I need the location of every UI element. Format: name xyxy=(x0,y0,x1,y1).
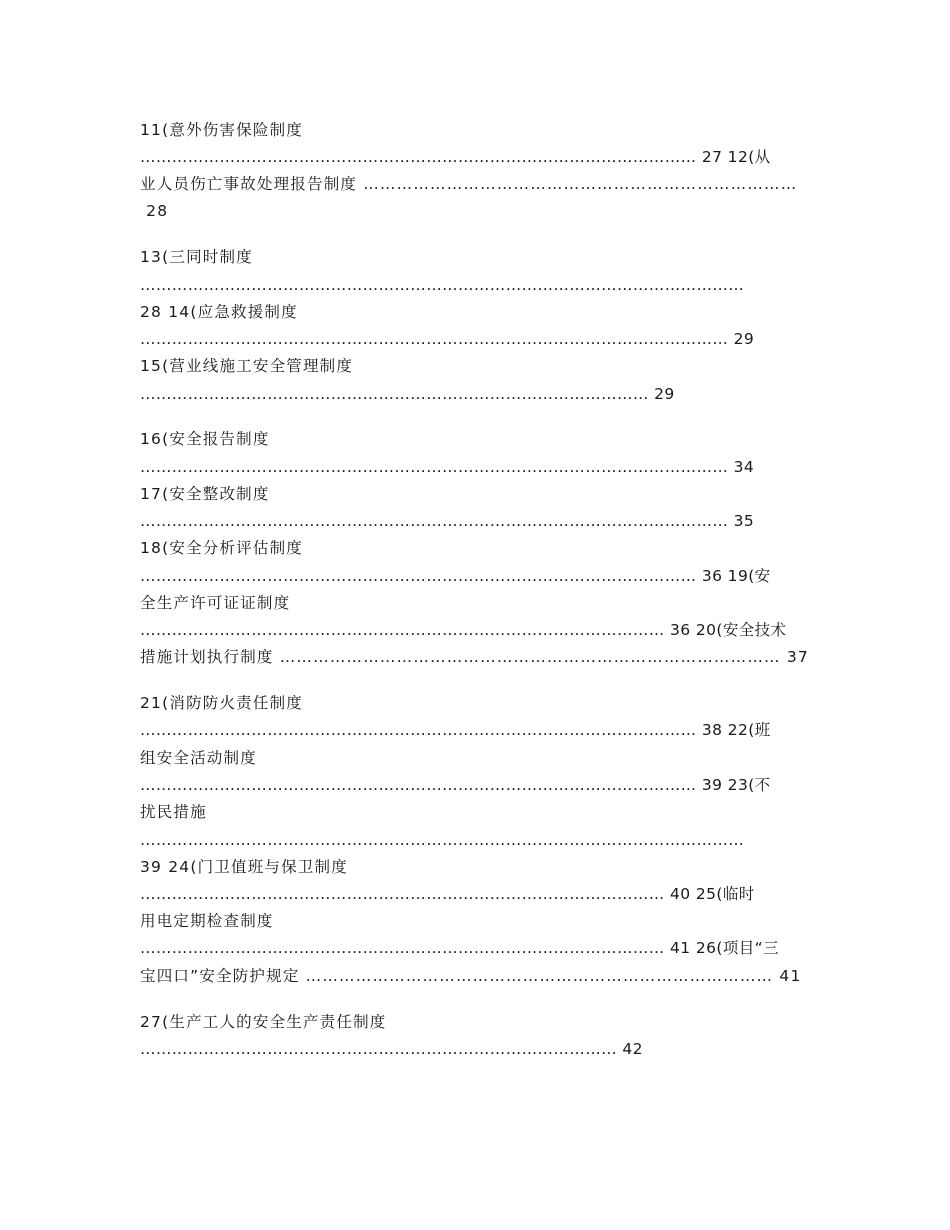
toc-line: ……………………………………………………………………………………… 40 25(临时 xyxy=(140,885,755,903)
toc-line: …………………………………………………………………………………………… 39 23(不 xyxy=(140,776,771,794)
toc-line: ……………………………………………………………………………………… 41 26(项目“三 xyxy=(140,939,779,957)
toc-line: ………………………………………………………………………………………………… 34 xyxy=(140,458,755,476)
toc-entry-17-title: 17(安全整改制度 xyxy=(140,485,270,503)
toc-entry-27-title: 27(生产工人的安全生产责任制度 xyxy=(140,1013,387,1031)
toc-line: …………………………………………………………………………………………… 27 12(从 xyxy=(140,148,771,166)
toc-line: 全生产许可证证制度 xyxy=(140,594,291,612)
toc-line: …………………………………………………………………………………… 29 xyxy=(140,385,675,403)
toc-entry-21-title: 21(消防防火责任制度 xyxy=(140,694,303,712)
toc-line: 宝四口”安全防护规定 ………………………………………………………………………… 41 xyxy=(140,967,802,985)
toc-line: …………………………………………………………………………………………… 36 19(安 xyxy=(140,567,771,585)
toc-line: 28 14(应急救援制度 xyxy=(140,303,298,321)
toc-line: 用电定期检查制度 xyxy=(140,912,274,930)
toc-line: 39 24(门卫值班与保卫制度 xyxy=(140,858,348,876)
toc-line: 28 xyxy=(140,202,169,220)
toc-entry-13-title: 13(三同时制度 xyxy=(140,248,253,266)
toc-line: 组安全活动制度 xyxy=(140,749,257,767)
toc-line: ………………………………………………………………………………………………… 35 xyxy=(140,512,755,530)
toc-line: ………………………………………………………………………………………………… 29 xyxy=(140,330,755,348)
toc-entry-15-title: 15(营业线施工安全管理制度 xyxy=(140,357,354,375)
toc-line: 业人员伤亡事故处理报告制度 …………………………………………………………………… xyxy=(140,175,798,193)
toc-line: …………………………………………………………………………………………………… xyxy=(140,276,745,294)
toc-line: ……………………………………………………………………………… 42 xyxy=(140,1040,643,1058)
toc-entry-18-title: 18(安全分析评估制度 xyxy=(140,539,303,557)
toc-entry-11-title: 11(意外伤害保险制度 xyxy=(140,121,303,139)
toc-line: …………………………………………………………………………………………… 38 22(班 xyxy=(140,721,771,739)
toc-line: 措施计划执行制度 ……………………………………………………………………………… 37 xyxy=(140,648,809,666)
toc-line: …………………………………………………………………………………………………… xyxy=(140,831,745,849)
toc-entry-16-title: 16(安全报告制度 xyxy=(140,430,270,448)
toc-line: ……………………………………………………………………………………… 36 20(安全技术 xyxy=(140,621,787,639)
toc-line: 扰民措施 xyxy=(140,803,207,821)
